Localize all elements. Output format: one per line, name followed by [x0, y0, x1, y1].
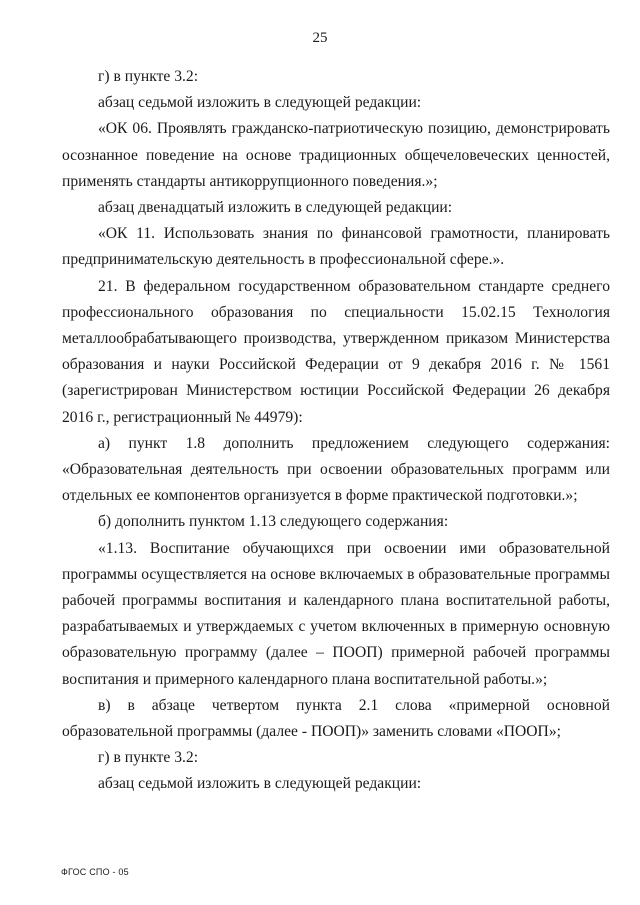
paragraph-item-g-3-2-second: г) в пункте 3.2: [98, 749, 199, 767]
paragraph-ok-06: «ОК 06. Проявлять гражданско-патриотическую позицию, демонстрировать осознанное поведение на основе традиционных общечеловеческих ценностей, применять стандарты антикоррупционного поведения.»; [62, 120, 610, 190]
footer-label: ФГОС СПО - 05 [61, 867, 129, 877]
paragraph-item-v: в) в абзаце четвертом пункта 2.1 слова «примерной основной образовательной программы (далее - ПООП)» заменить словами «ПООП»; [62, 696, 610, 741]
document-body [62, 64, 610, 798]
paragraph-ok-11: «ОК 11. Использовать знания по финансовой грамотности, планировать предпринимательскую деятельность в профессиональной сфере.». [62, 225, 610, 269]
paragraph-1-13: «1.13. Воспитание обучающихся при освоении ими образовательной программы осуществляется на основе включаемых в образовательные программы рабочей программы воспитания и календарного плана воспитательной работы, разрабатываемых и утверждаемых с учетом включенных в примерную основную образовательную программу (далее – ПООП) примерной рабочей программы воспитания и примерного календарного плана воспитательной работы.»; [62, 539, 610, 688]
paragraph-item-21: 21. В федеральном государственном образовательном стандарте среднего профессионального образования по специальности 15.02.15 Технология металлообрабатывающего производства, утвержденном приказом Министерства образования и науки Российской Федерации от 9 декабря 2016 г. № 1561 (зарегистрирован Министерством юстиции Российской Федерации 26 декабря 2016 г., регистрационный № 44979): [62, 277, 610, 426]
paragraph-item-g-3-2: г) в пункте 3.2: [98, 68, 199, 85]
page-number: 25 [312, 30, 328, 46]
paragraph-item-a: а) пункт 1.8 дополнить предложением следующего содержания: «Образовательная деятельность при освоении образовательных программ или отдельных ее компонентов организуется в форме практической подготовки.»; [62, 434, 610, 505]
paragraph-abzac-sedmoy-second: абзац седьмой изложить в следующей редакции: [98, 775, 422, 793]
paragraph-abzac-dvenadcatyy: абзац двенадцатый изложить в следующей редакции: [98, 199, 453, 217]
paragraph-abzac-sedmoy: абзац седьмой изложить в следующей редакции: [98, 94, 422, 112]
paragraph-item-b: б) дополнить пунктом 1.13 следующего содержания: [98, 513, 449, 531]
